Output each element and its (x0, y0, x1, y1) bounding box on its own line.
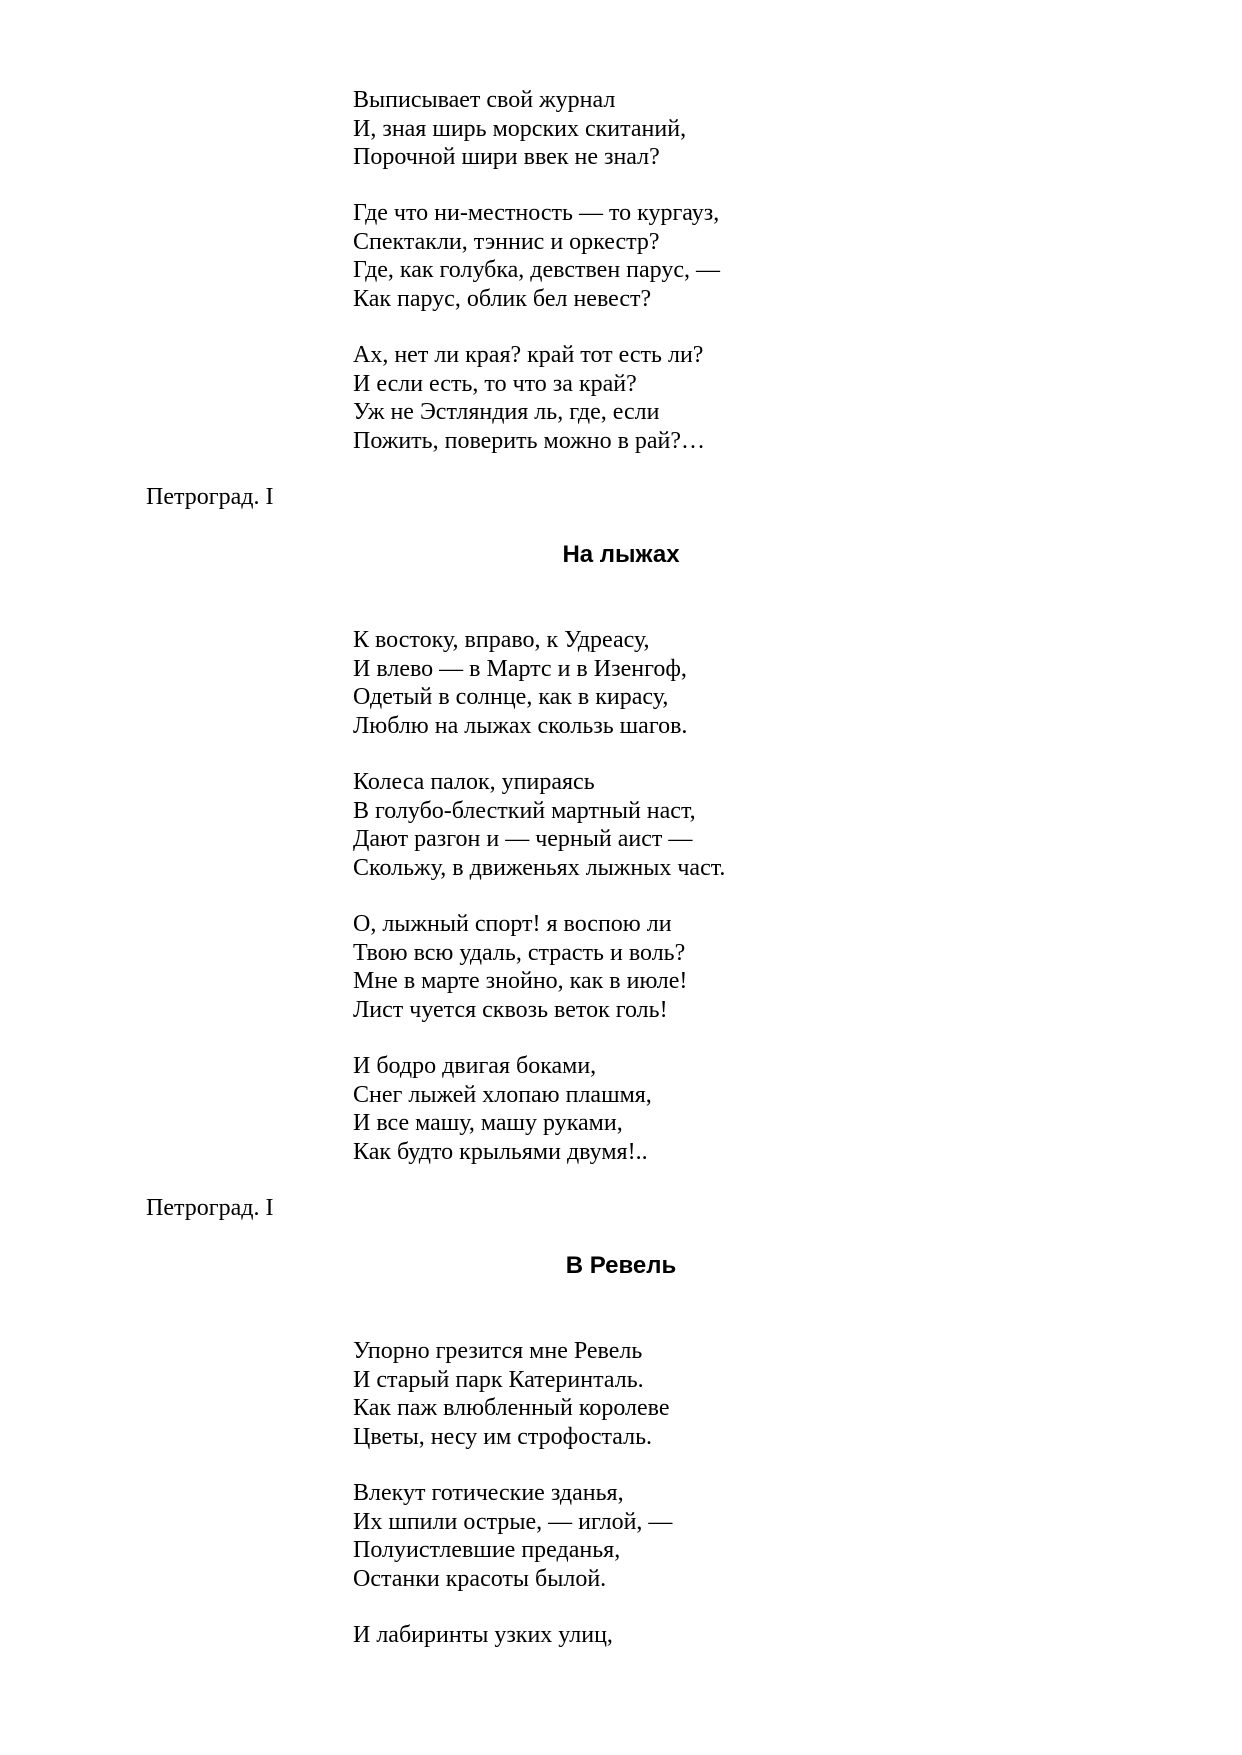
verse-line: Ах, нет ли края? край тот есть ли? (353, 342, 704, 368)
verse-line: Лист чуется сквозь веток голь! (353, 996, 668, 1023)
verse-line: И лабиринты узких улиц, (353, 1622, 613, 1648)
poem-title: В Ревель (565, 1252, 677, 1279)
verse-line: Пожить, поверить можно в рай?… (353, 427, 706, 454)
verse-line: Порочной шири ввек не знал? (353, 144, 660, 170)
verse-line: Дают разгон и — черный аист — (353, 826, 693, 852)
verse-line: И старый парк Катеринталь. (353, 1366, 644, 1393)
verse-line: И если есть, то что за край? (353, 370, 637, 397)
verse-line: И влево — в Мартс и в Изенгоф, (353, 655, 687, 682)
verse-line: Снег лыжей хлопаю плашмя, (353, 1081, 652, 1108)
verse-line: Останки красоты былой. (353, 1565, 607, 1592)
stanza (353, 1621, 613, 1650)
verse-line: Как паж влюбленный королеве (353, 1395, 670, 1421)
verse-line: Мне в марте знойно, как в июле! (353, 968, 688, 994)
verse-line: Как парус, облик бел невест? (353, 285, 652, 312)
place-date: Петроград. I (146, 1195, 274, 1221)
verse-line: Одетый в солнце, как в кирасу, (353, 684, 669, 710)
stanza (353, 341, 705, 455)
verse-line: Влекут готические зданья, (353, 1480, 624, 1506)
verse-line: К востоку, вправо, к Удреасу, (353, 627, 650, 653)
verse-line: Упорно грезится мне Ревель (353, 1338, 643, 1364)
verse-line: Уж не Эстляндия ль, где, если (353, 399, 660, 425)
stanza (353, 1337, 670, 1451)
verse-line: Полуистлевшие преданья, (353, 1537, 621, 1563)
verse-line: В голубо-блесткий мартный наст, (353, 797, 696, 824)
verse-line: Люблю на лыжах скользь шагов. (353, 712, 688, 739)
stanza (353, 910, 687, 1024)
verse-line: Их шпили острые, — иглой, — (353, 1508, 673, 1535)
stanza (353, 626, 687, 740)
verse-line: Цветы, несу им строфосталь. (353, 1423, 653, 1450)
verse-line: Спектакли, тэннис и оркестр? (353, 228, 660, 255)
verse-line: О, лыжный спорт! я воспою ли (353, 911, 672, 937)
stanza (353, 768, 725, 882)
poem-title: На лыжах (562, 541, 680, 568)
verse-line: Выписывает свой журнал (353, 87, 616, 113)
verse-line: И все машу, машу руками, (353, 1110, 623, 1136)
verse-line: Колеса палок, упираясь (353, 769, 595, 795)
stanza (353, 86, 686, 172)
verse-line: Твою всю удаль, страсть и воль? (353, 939, 686, 966)
stanza (353, 1052, 652, 1166)
verse-line: Скольжу, в движеньях лыжных част. (353, 854, 726, 881)
verse-line: Где, как голубка, девствен парус, — (353, 257, 721, 283)
verse-line: Как будто крыльями двумя!.. (353, 1138, 648, 1165)
stanza (353, 199, 720, 313)
verse-line: Где что ни-местность — то кургауз, (353, 200, 720, 226)
verse-line: И бодро двигая боками, (353, 1053, 597, 1079)
stanza (353, 1479, 672, 1593)
verse-line: И, зная ширь морских скитаний, (353, 115, 687, 142)
place-date: Петроград. I (146, 484, 274, 510)
